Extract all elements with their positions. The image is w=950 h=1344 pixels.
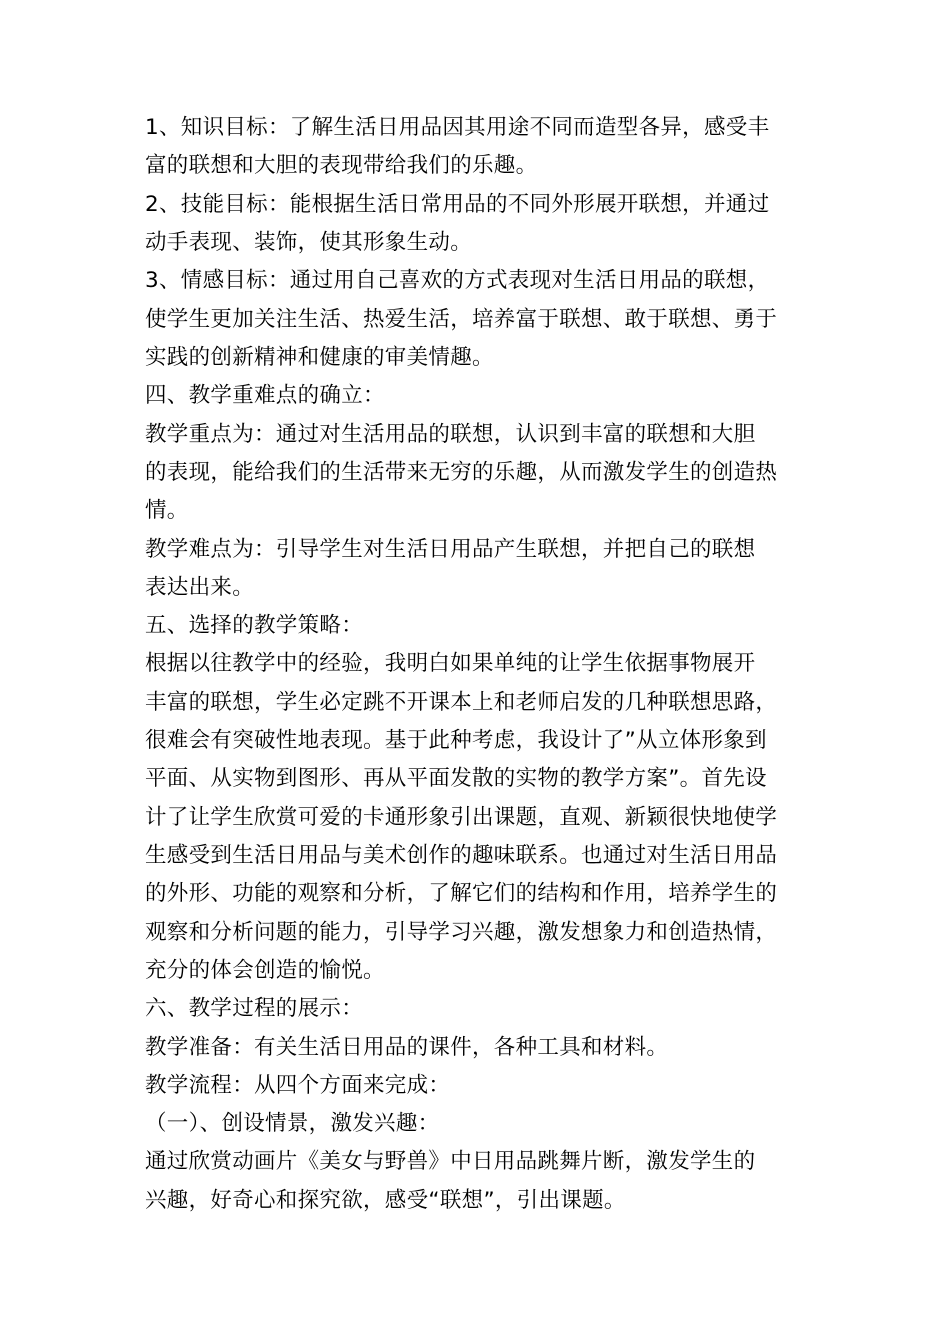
text-line: 平面、从实物到图形、再从平面发散的实物的教学方案”。首先设: [145, 766, 767, 791]
text-line: 富的联想和大胆的表现带给我们的乐趣。: [145, 153, 538, 178]
text-line: 表达出来。: [145, 575, 255, 600]
text-line: 通过欣赏动画片《美女与野兽》中日用品跳舞片断，激发学生的: [145, 1149, 756, 1174]
text-line: 观察和分析问题的能力，引导学习兴趣，激发想象力和创造热情，: [145, 920, 778, 945]
text-line: 2、技能目标：能根据生活日常用品的不同外形展开联想，并通过: [145, 192, 770, 217]
section-heading: 四、教学重难点的确立：: [145, 383, 385, 408]
text-line: 使学生更加关注生活、热爱生活，培养富于联想、敢于联想、勇于: [145, 307, 778, 332]
section-heading: 五、选择的教学策略：: [145, 613, 364, 638]
text-line: 生感受到生活日用品与美术创作的趣味联系。也通过对生活日用品: [145, 843, 778, 868]
text-line: 的表现，能给我们的生活带来无穷的乐趣，从而激发学生的创造热: [145, 460, 778, 485]
text-line: 兴趣，好奇心和探究欲，感受“联想”，引出课题。: [145, 1188, 626, 1213]
text-line: 计了让学生欣赏可爱的卡通形象引出课题，直观、新颖很快地使学: [145, 805, 778, 830]
text-line: 3、情感目标：通过用自己喜欢的方式表现对生活日用品的联想，: [145, 268, 770, 293]
text-line: 教学难点为：引导学生对生活日用品产生联想，并把自己的联想: [145, 537, 756, 562]
text-line: 教学流程：从四个方面来完成：: [145, 1073, 451, 1098]
text-line: 的外形、功能的观察和分析，了解它们的结构和作用，培养学生的: [145, 881, 778, 906]
text-line: 1、知识目标：了解生活日用品因其用途不同而造型各异，感受丰: [145, 115, 770, 140]
text-line: 教学重点为：通过对生活用品的联想，认识到丰富的联想和大胆: [145, 422, 756, 447]
text-line: 实践的创新精神和健康的审美情趣。: [145, 345, 494, 370]
subsection-heading: （一）、创设情景，激发兴趣：: [145, 1111, 440, 1136]
text-line: 根据以往教学中的经验，我明白如果单纯的让学生依据事物展开: [145, 651, 756, 676]
text-line: 教学准备：有关生活日用品的课件，各种工具和材料。: [145, 1035, 669, 1060]
text-line: 动手表现、装饰，使其形象生动。: [145, 230, 473, 255]
text-line: 丰富的联想，学生必定跳不开课本上和老师启发的几种联想思路，: [145, 690, 778, 715]
text-line: 很难会有突破性地表现。基于此种考虑，我设计了”从立体形象到: [145, 728, 767, 753]
text-line: 情。: [145, 498, 189, 523]
text-line: 充分的体会创造的愉悦。: [145, 958, 385, 983]
section-heading: 六、教学过程的展示：: [145, 996, 364, 1021]
